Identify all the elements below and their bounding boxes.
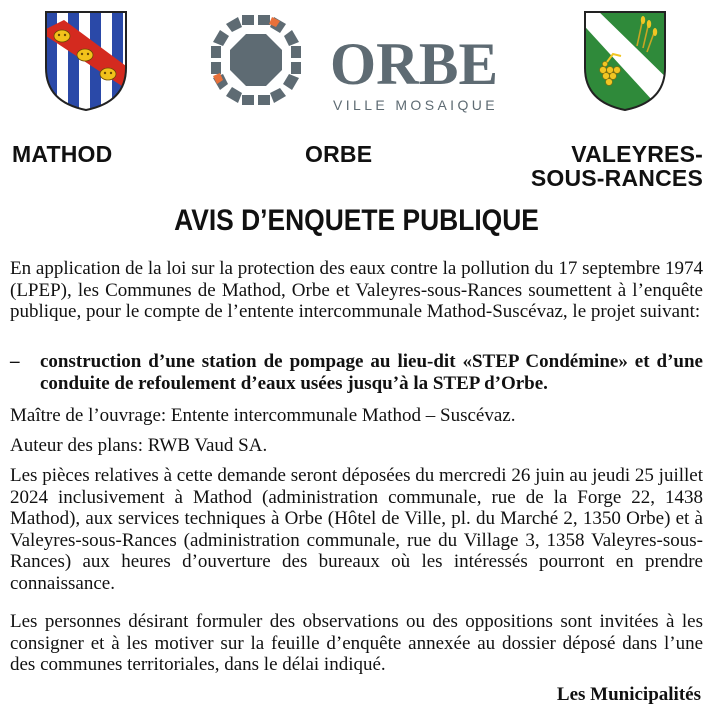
pieces-paragraph: Les pièces relatives à cette demande seront déposées du mercredi 26 juin au jeudi 25 juillet 2024 inclusivement à Mathod (administration communale, rue de la Forge 22, 1438 Mathod), aux services techniques à Orbe (Hôtel de Ville, pl. du Marché 2, 1350 Orbe) et à Valeyres-sous-Rances (administration communale, rue du Village 3, 1358 Valeyres-sous-Rances) aux heures d’ouverture des bureaux où les intéressés pourront en prendre connaissance. — [10, 465, 703, 594]
auteur-plans-line: Auteur des plans: RWB Vaud SA. — [10, 435, 268, 456]
maitre-ouvrage-line: Maître de l’ouvrage: Entente intercommunale Mathod – Suscévaz. — [10, 405, 516, 426]
mathod-coat-of-arms-icon — [44, 10, 128, 112]
commune-name-valeyres-line2: SOUS-RANCES — [530, 165, 703, 191]
signature: Les Municipalités — [556, 684, 701, 705]
commune-name-orbe: ORBE — [305, 141, 373, 167]
orbe-wordmark-text: ORBE — [330, 31, 498, 97]
bullet-dash: – — [10, 351, 20, 372]
orbe-mosaic-octagon-icon — [208, 12, 304, 108]
project-bullet — [10, 351, 703, 394]
intro-paragraph: En application de la loi sur la protection des eaux contre la pollution du 17 septembre 1974 (LPEP), les Communes de Mathod, Orbe et Valeyres-sous-Rances soumettent à l’enquête publique, pour le compte de l’entente intercommunale Mathod-Suscévaz, le projet suivant: — [10, 258, 703, 322]
commune-name-valeyres-line1: VALEYRES- — [571, 141, 703, 167]
commune-name-valeyres — [531, 142, 703, 190]
notice-title: AVIS D’ENQUETE PUBLIQUE — [174, 204, 539, 237]
orbe-wordmark — [330, 18, 500, 114]
project-description: construction d’une station de pompage au lieu-dit «STEP Condémine» et d’une conduite de refoulement d’eaux usées jusqu’à la STEP d’Orbe. — [40, 351, 703, 394]
orbe-tagline: VILLE MOSAIQUE — [333, 97, 497, 113]
commune-name-mathod: MATHOD — [12, 141, 113, 167]
valeyres-coat-of-arms-icon — [583, 10, 667, 112]
observations-paragraph: Les personnes désirant formuler des observations ou des oppositions sont invitées à les consigner et à les motiver sur la feuille d’enquête annexée au dossier déposé dans l’une des communes territoriales, dans le délai indiqué. — [10, 611, 703, 675]
